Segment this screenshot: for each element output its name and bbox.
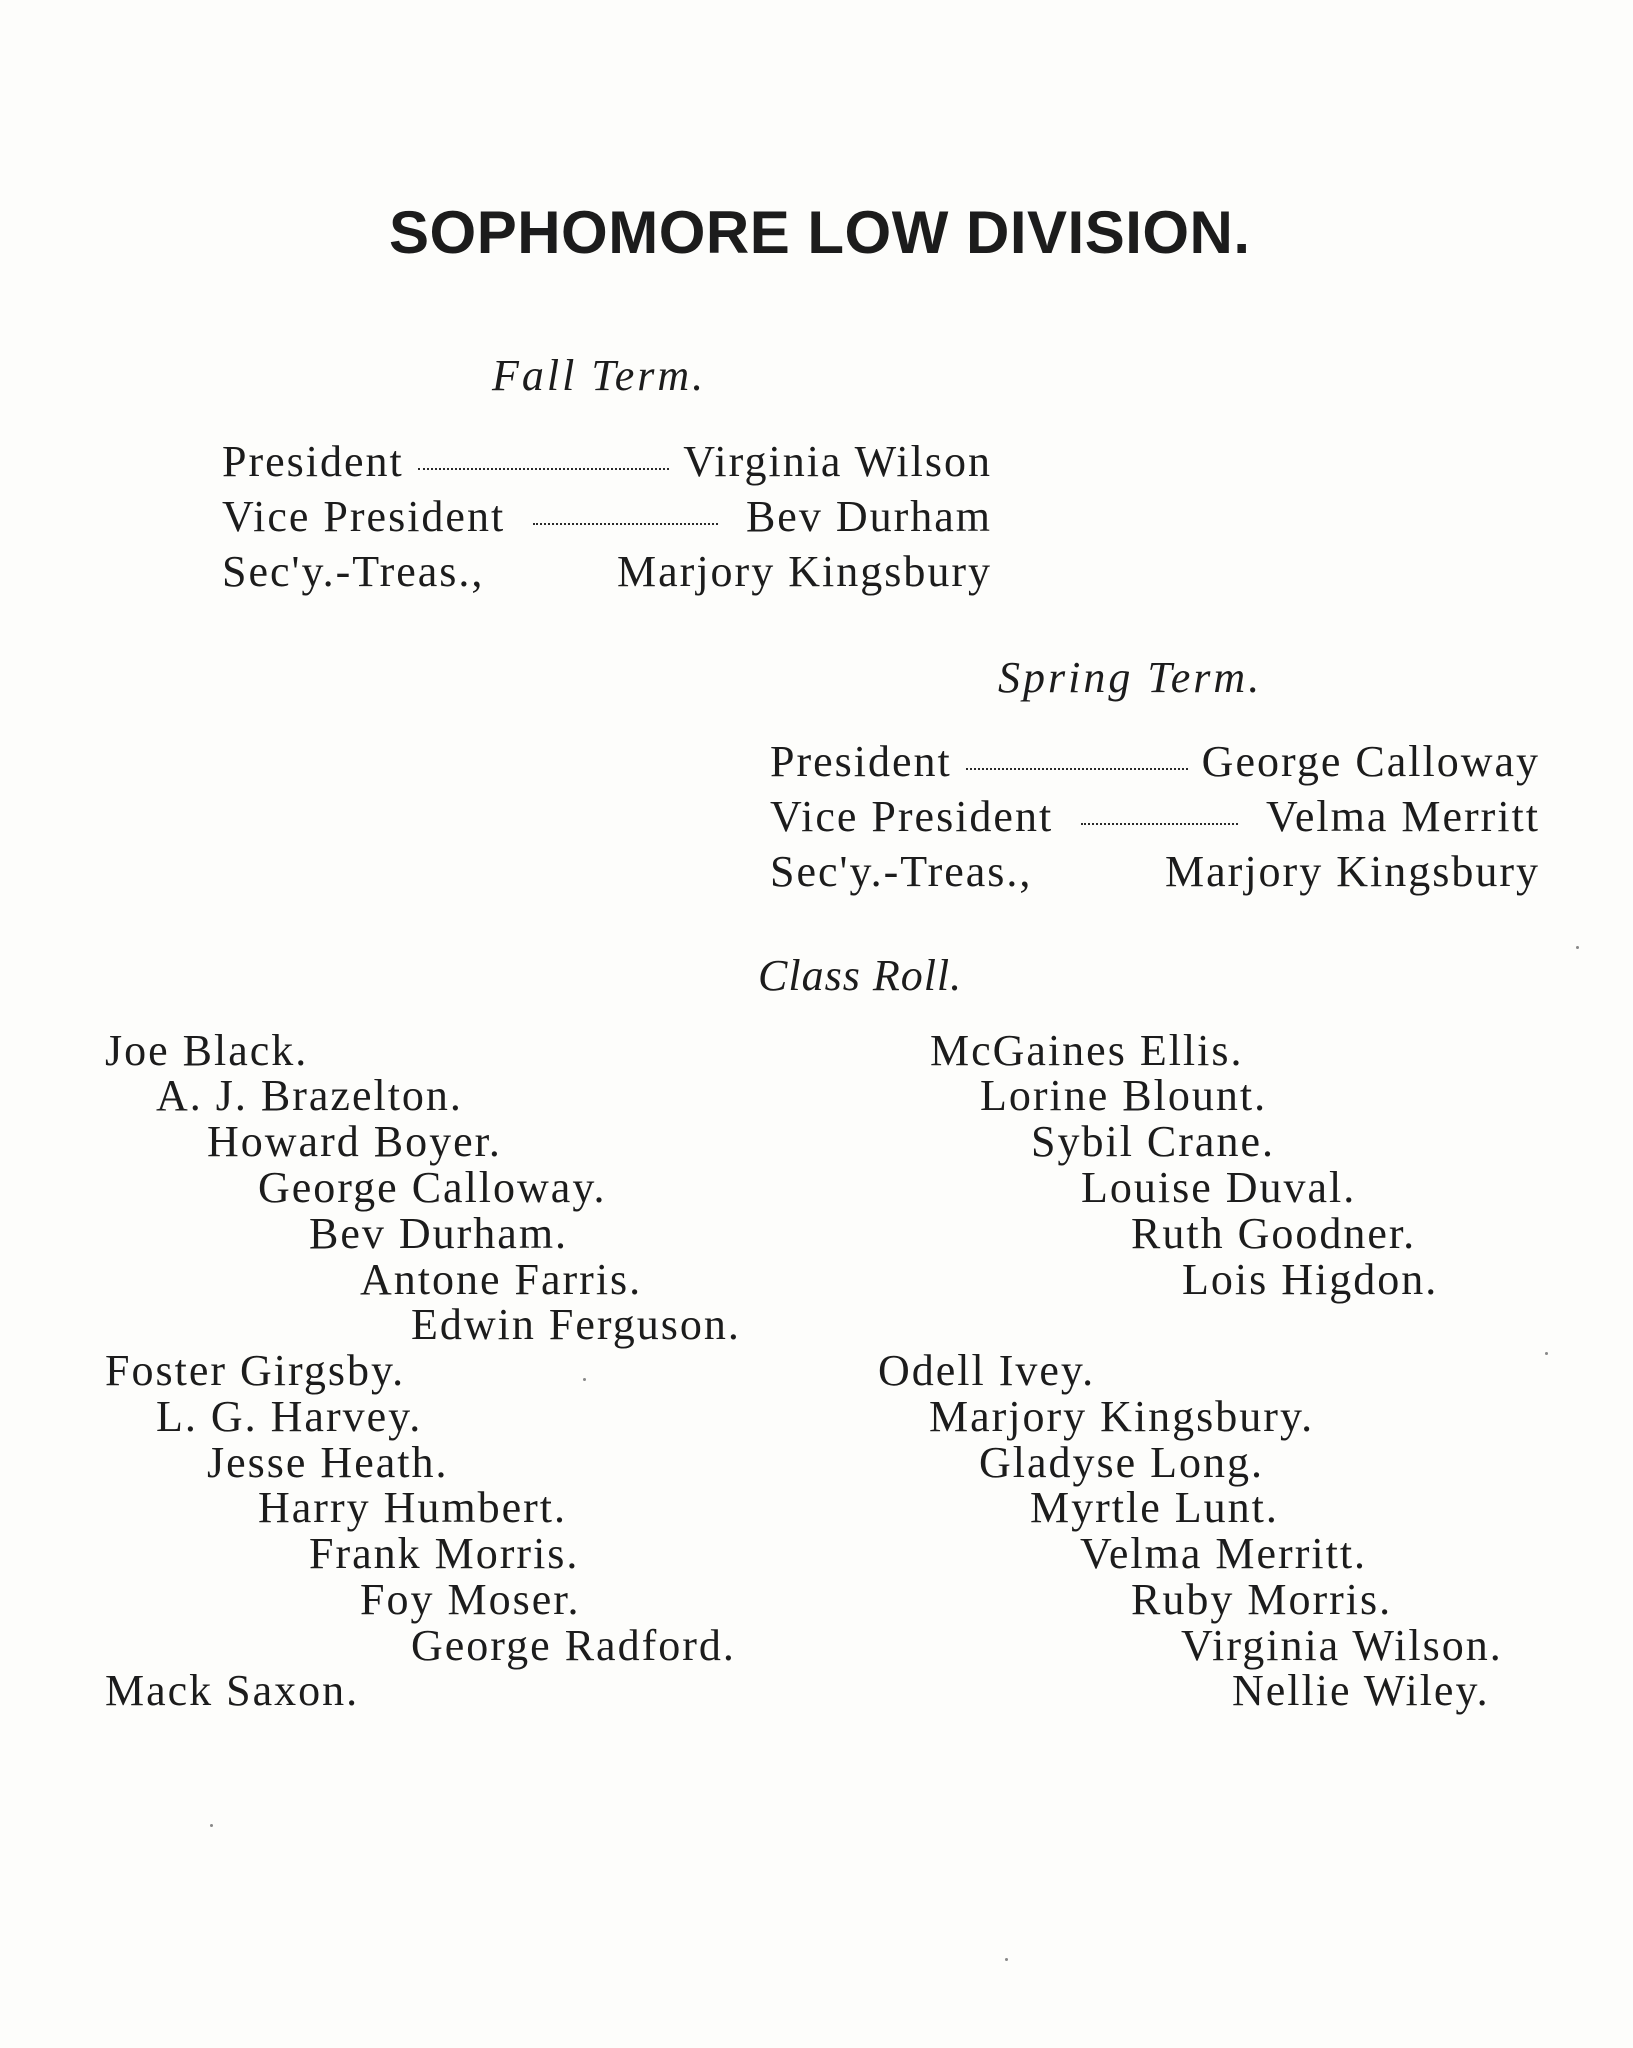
roll-name: A. J. Brazelton. — [156, 1071, 463, 1120]
roll-name: Marjory Kingsbury. — [929, 1392, 1315, 1441]
roll-name: Lois Higdon. — [1182, 1255, 1439, 1304]
fall-president-row — [222, 434, 992, 489]
officer-name: Marjory Kingsbury — [617, 547, 992, 596]
roll-name: Lorine Blount. — [980, 1071, 1268, 1120]
roll-name: Mack Saxon. — [105, 1666, 360, 1715]
roll-name: George Radford. — [411, 1621, 736, 1670]
spring-term-officers — [770, 734, 1540, 899]
class-roll-heading: Class Roll. — [758, 951, 963, 1000]
roll-name: Odell Ivey. — [878, 1346, 1096, 1395]
spring-vice-president-row — [770, 789, 1540, 844]
officer-role: Sec'y.-Treas., — [770, 847, 1033, 896]
roll-name: Gladyse Long. — [979, 1438, 1265, 1487]
scan-speck — [1545, 1352, 1548, 1355]
leader-dots — [1081, 823, 1238, 825]
roll-name: George Calloway. — [258, 1163, 607, 1212]
roll-name: L. G. Harvey. — [156, 1392, 423, 1441]
roll-name: Virginia Wilson. — [1181, 1621, 1503, 1670]
roll-name: Bev Durham. — [309, 1209, 569, 1258]
officer-role: President — [222, 437, 404, 486]
leader-dots — [418, 468, 669, 470]
roll-name: Howard Boyer. — [207, 1117, 502, 1166]
fall-secretary-treasurer-row — [222, 544, 992, 599]
roll-name: Jesse Heath. — [207, 1438, 449, 1487]
roll-name: Frank Morris. — [309, 1529, 580, 1578]
officer-role: President — [770, 737, 952, 786]
roll-name: Velma Merritt. — [1080, 1529, 1368, 1578]
leader-dots — [966, 768, 1188, 770]
scan-speck — [1576, 946, 1579, 949]
roll-name: Antone Farris. — [360, 1255, 643, 1304]
leader-dots — [533, 523, 718, 525]
scan-speck — [583, 1378, 586, 1381]
spring-secretary-treasurer-row — [770, 844, 1540, 899]
officer-name: Marjory Kingsbury — [1165, 847, 1540, 896]
officer-role: Vice President — [222, 492, 506, 541]
roll-name: Myrtle Lunt. — [1030, 1483, 1279, 1532]
roll-name: Joe Black. — [105, 1026, 309, 1075]
roll-name: Sybil Crane. — [1031, 1117, 1275, 1166]
fall-term-heading: Fall Term. — [492, 351, 707, 400]
roll-name: Foster Girgsby. — [105, 1346, 406, 1395]
roll-name: Edwin Ferguson. — [411, 1300, 741, 1349]
spring-president-row — [770, 734, 1540, 789]
spring-term-heading: Spring Term. — [998, 653, 1263, 702]
roll-name: Foy Moser. — [360, 1575, 581, 1624]
officer-role: Sec'y.-Treas., — [222, 547, 485, 596]
roll-name: Louise Duval. — [1081, 1163, 1357, 1212]
fall-vice-president-row — [222, 489, 992, 544]
page-title: SOPHOMORE LOW DIVISION. — [389, 199, 1251, 266]
officer-name: George Calloway — [1201, 737, 1540, 786]
officer-role: Vice President — [770, 792, 1054, 841]
scan-speck — [210, 1824, 213, 1827]
officer-name: Velma Merritt — [1265, 792, 1540, 841]
scan-speck — [1005, 1958, 1008, 1961]
roll-name: Harry Humbert. — [258, 1483, 568, 1532]
officer-name: Virginia Wilson — [683, 437, 992, 486]
fall-term-officers — [222, 434, 992, 599]
roll-name: McGaines Ellis. — [930, 1026, 1244, 1075]
roll-name: Nellie Wiley. — [1232, 1666, 1490, 1715]
roll-name: Ruby Morris. — [1131, 1575, 1393, 1624]
officer-name: Bev Durham — [745, 492, 992, 541]
roll-name: Ruth Goodner. — [1131, 1209, 1417, 1258]
